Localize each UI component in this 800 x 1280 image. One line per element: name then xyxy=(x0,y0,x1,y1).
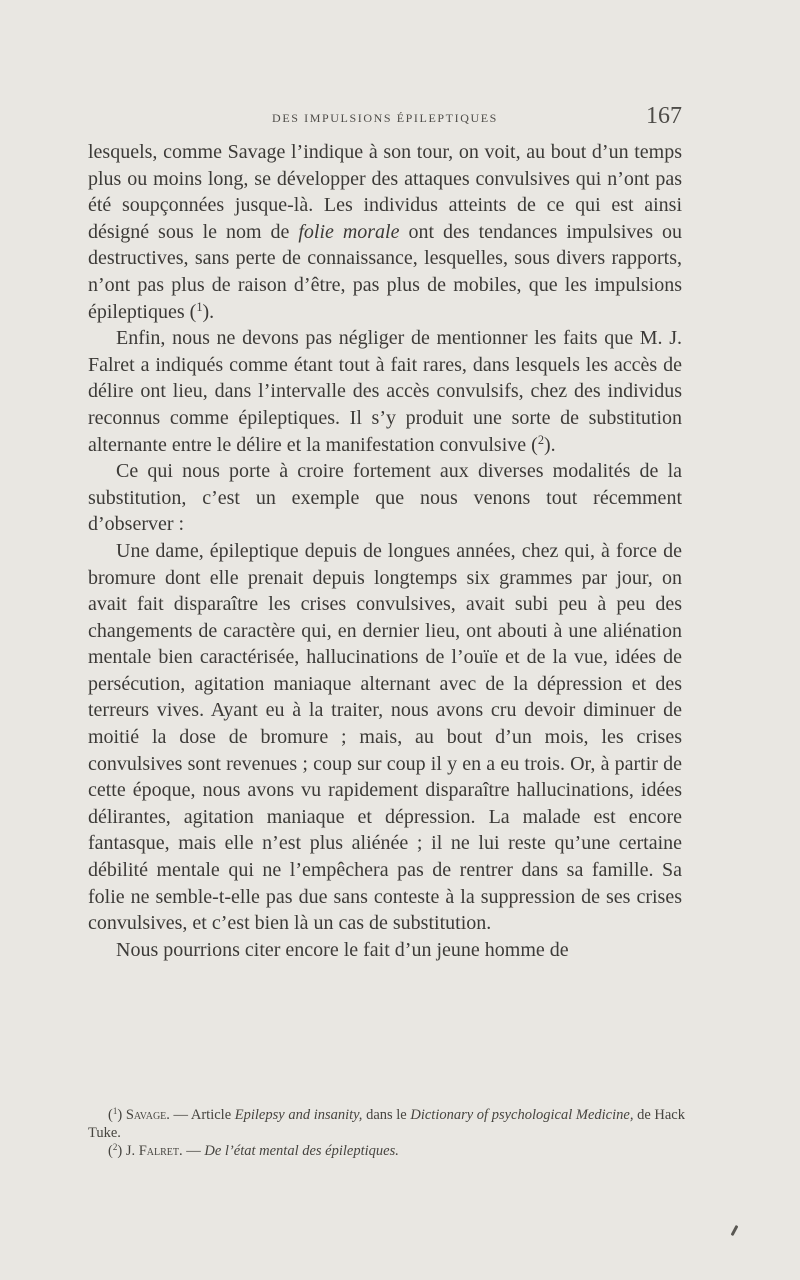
ink-mark xyxy=(731,1225,739,1236)
footnote-text: de Hack Tuke. xyxy=(88,1107,685,1141)
paragraph: Nous pourrions citer encore le fait d’un jeune homme de xyxy=(116,938,569,961)
footnote-title: Epilepsy and insanity, xyxy=(234,1107,363,1123)
page-header xyxy=(88,103,682,135)
paragraph: Ce qui nous porte à croire fortement aux diverses modalités de la substitution, c’est un exemple que nous venons tout récemment d’observer : xyxy=(88,460,682,536)
footnotes xyxy=(88,1106,700,1160)
footnote-author: J. Falret. xyxy=(125,1143,183,1159)
footnote-title: De l’état mental des épileptiques. xyxy=(204,1143,399,1159)
footnote-source: Dictionary of psychological Medicine, xyxy=(410,1107,634,1123)
paragraph-end: ). xyxy=(544,433,556,456)
footnote-ref-2[interactable]: 2 xyxy=(537,432,545,447)
body-text xyxy=(88,139,682,963)
paragraph-text: lesquels, comme Savage l’indique à son tour, on voit, au bout d’un temps plus ou moins long, se développer des attaques convulsives qui n’ont pas été soupçonnées jusque-là. Les individus atteints de ce qui est ainsi désigné sous le nom de xyxy=(88,141,682,243)
footnote: ($^2$) J. Falret. — De l’état mental des épileptiques. xyxy=(108,1142,399,1159)
paragraph-end: ). xyxy=(202,300,215,323)
footnote-author: Savage. xyxy=(125,1107,170,1123)
footnote-marker: 1 xyxy=(112,1106,118,1117)
paragraph xyxy=(88,139,682,325)
footnote-text: — Article xyxy=(169,1107,235,1123)
running-title: DES IMPULSIONS ÉPILEPTIQUES xyxy=(272,111,498,125)
footnote-marker: 2 xyxy=(112,1142,118,1153)
paragraph xyxy=(88,325,682,458)
paragraph: Une dame, épileptique depuis de longues années, chez qui, à force de bromure dont elle prenait depuis longtemps six grammes par jour, on avait fait disparaître les crises convulsives, avait subi peu à peu des changements de caractère qui, en dernier lieu, ont abouti à une aliénation mentale bien caractérisée, hallucinations de l’ouïe et de la vue, idées de persécution, agitation maniaque alternant avec de la dépression et des terreurs vives. Ayant eu à la traiter, nous avons cru devoir diminuer de moitié la dose de bromure ; mais, au bout d’un mois, les crises convulsives sont revenues ; coup sur coup il y en a eu trois. Or, à partir de cette époque, nous avons vu rapidement disparaître hallucinations, idées délirantes, agitation maniaque et dépression. La malade est encore fantasque, mais elle n’est plus aliénée ; il ne lui reste qu’une certaine débilité mentale qui ne l’empêchera pas de rentrer dans sa famille. Sa folie ne semble-t-elle pas due sans conteste à la suppression de ses crises convulsives, et c’est bien là un cas de substitution. xyxy=(88,539,682,935)
footnote-text: — xyxy=(182,1143,205,1159)
footnote-ref-1[interactable]: 1 xyxy=(196,299,203,314)
footnote: ($^1$) Savage. — Article Epilepsy and insanity, dans le Dictionary of psychological Medicine, de Hack Tuke. xyxy=(88,1106,685,1141)
footnote-text: dans le xyxy=(362,1107,411,1123)
paragraph-text-continued: ont des tendances impulsives ou destructives, sans perte de connaissance, lesquelles, sous divers rapports, n’ont pas plus de raison d’être, pas plus de mobiles, que les impulsions épileptiques ( xyxy=(88,220,683,323)
italic-term: folie morale xyxy=(298,220,400,243)
page-number: 167 xyxy=(646,103,682,129)
paragraph-text: Enfin, nous ne devons pas négliger de mentionner les faits que M. J. Falret a indiqués comme étant tout à fait rares, dans lesquels les accès de délire ont lieu, dans l’intervalle des accès convulsifs, chez des individus reconnus comme épileptiques. Il s’y produit une sorte de substitution alternante entre le délire et la manifestation convulsive ( xyxy=(88,327,682,456)
